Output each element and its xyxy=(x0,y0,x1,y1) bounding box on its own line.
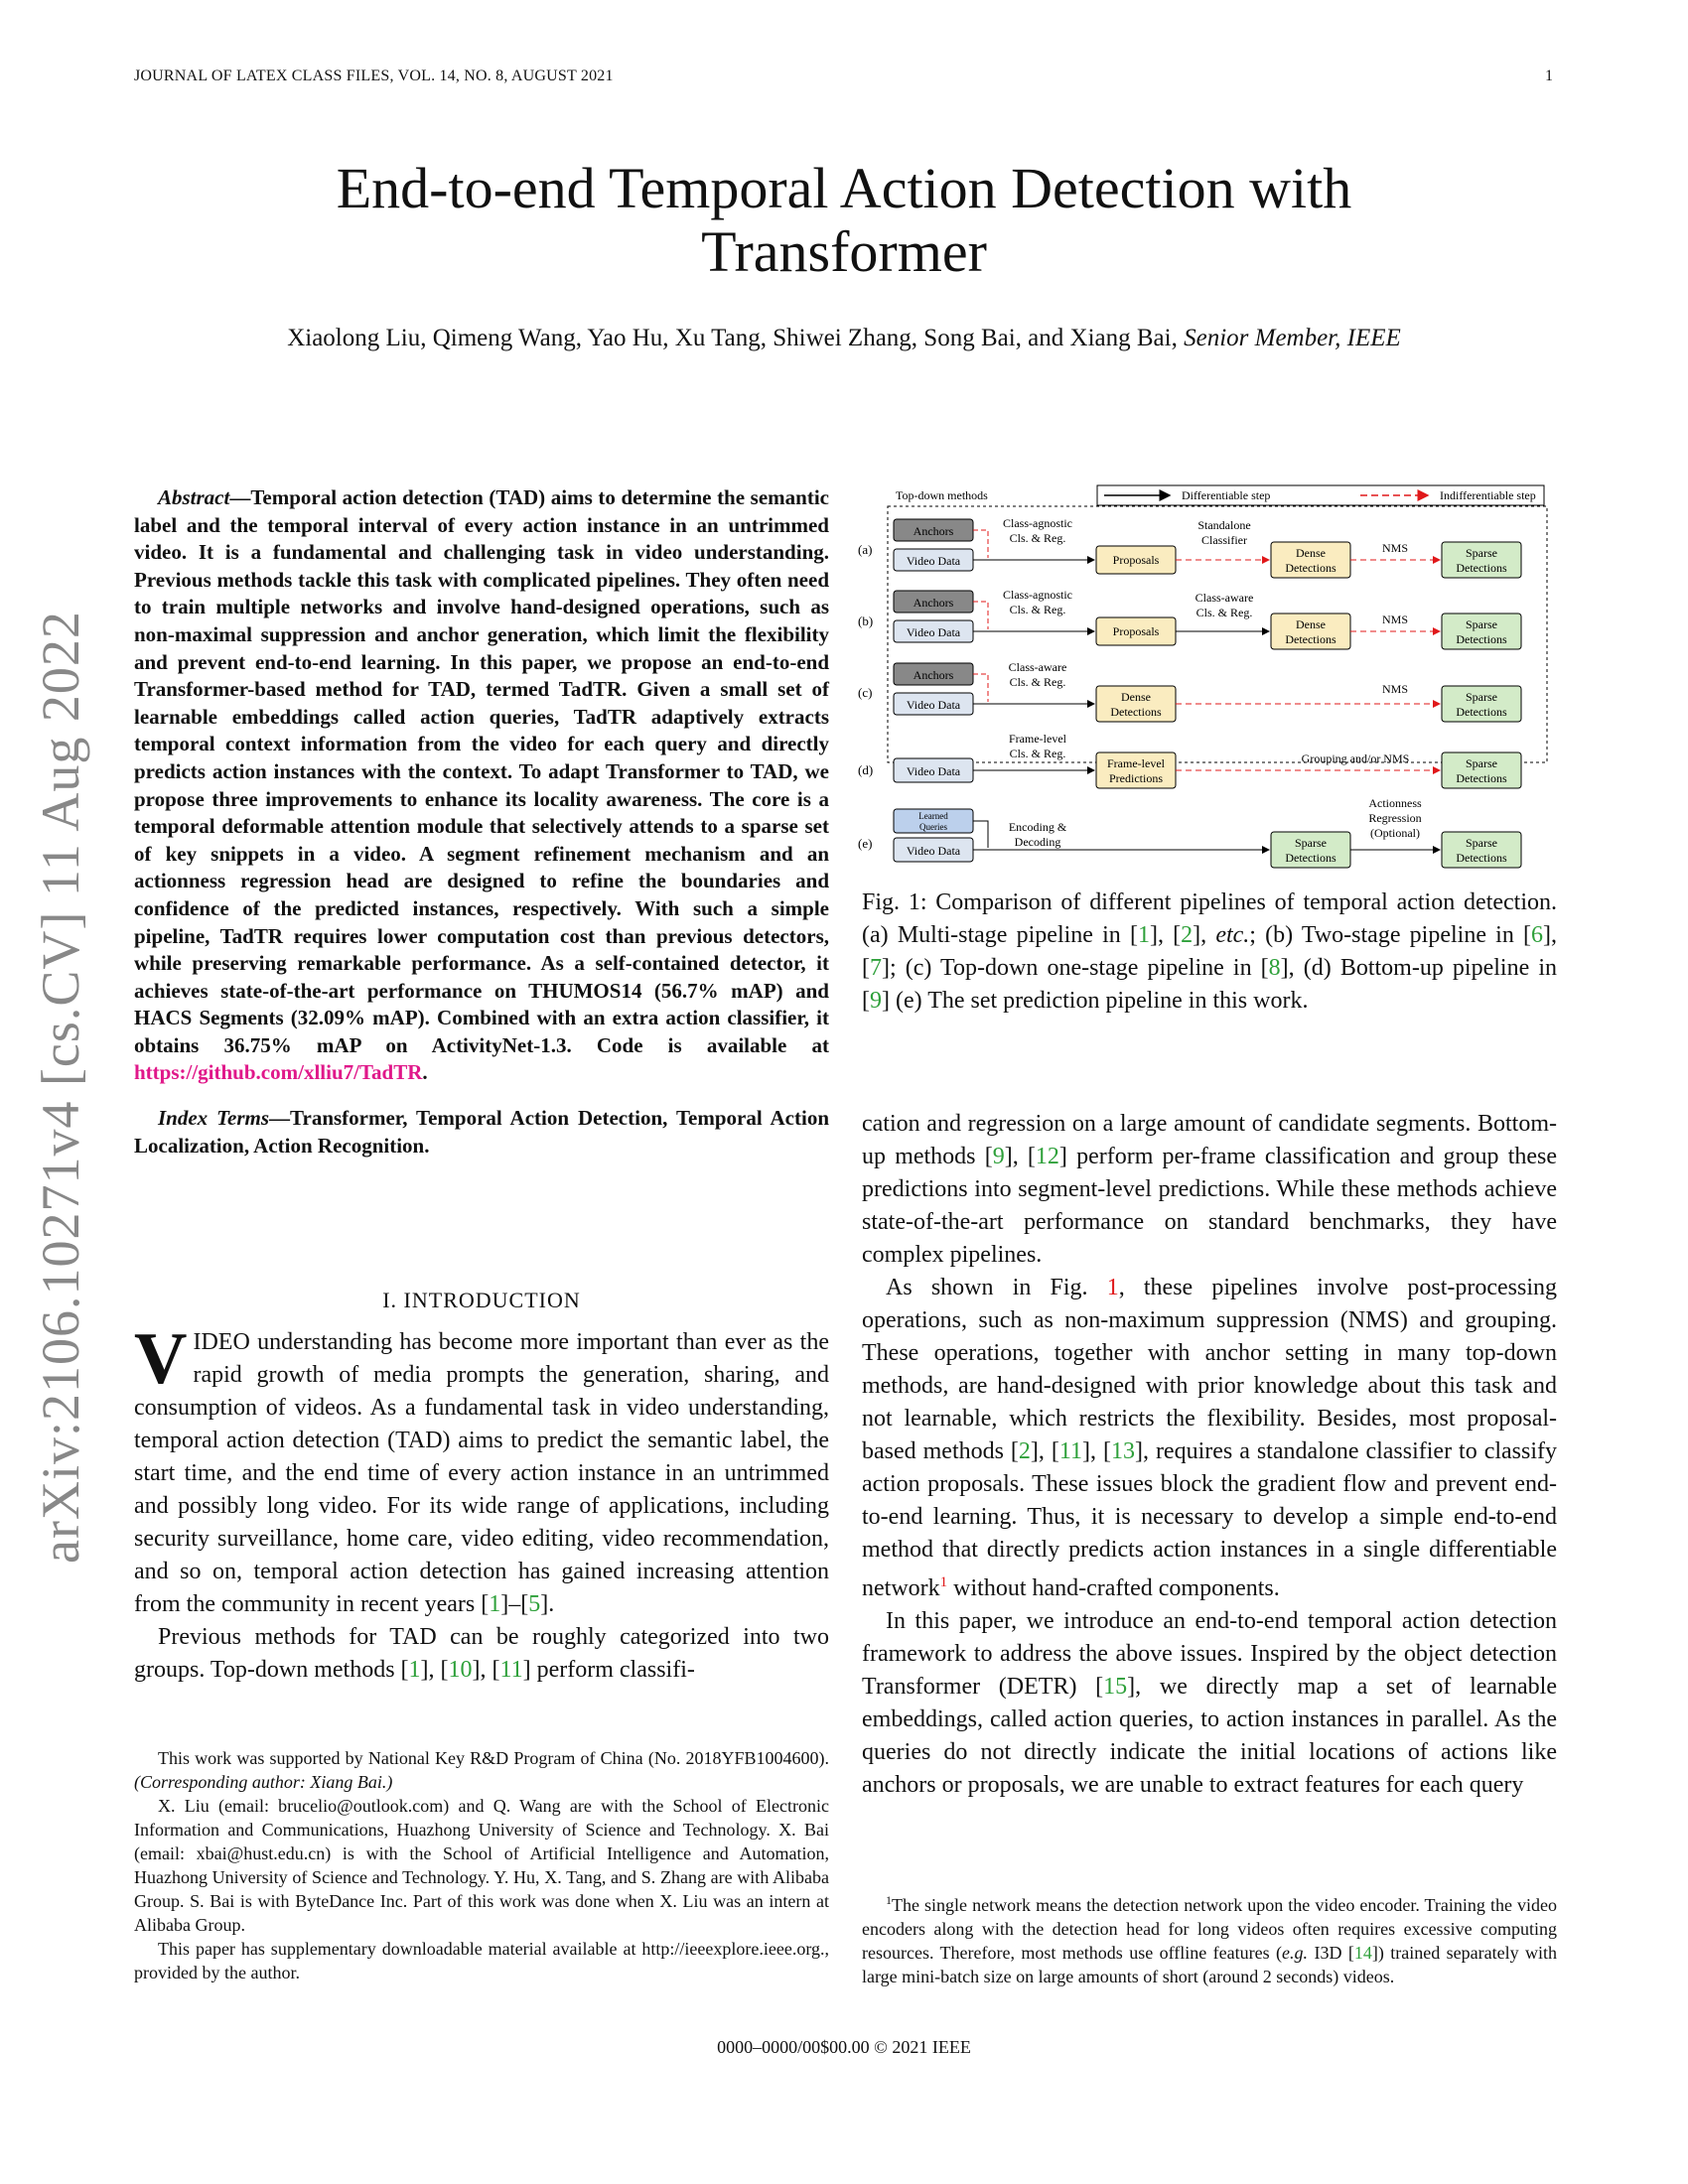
class-aware-label: Class-aware xyxy=(1008,660,1067,674)
queries-text: Queries xyxy=(919,822,947,832)
author-role: Senior Member, IEEE xyxy=(1184,325,1401,351)
detections-text: Detections xyxy=(1456,851,1507,865)
intro-p2-end: ] perform classifi- xyxy=(522,1657,695,1683)
caption-text: ], xyxy=(1193,922,1216,948)
index-terms-label: Index Terms xyxy=(158,1106,270,1131)
abstract xyxy=(134,484,829,1160)
sep: ], [ xyxy=(1030,1438,1059,1464)
learned-text: Learned xyxy=(918,811,948,821)
citation[interactable]: 12 xyxy=(1035,1144,1059,1169)
corresponding-author: (Corresponding author: Xiang Bai.) xyxy=(134,1772,393,1792)
intro-p2: Previous methods for TAD can be roughly categorized into two groups. Top-down methods [ xyxy=(134,1624,829,1683)
video-data-text: Video Data xyxy=(906,625,961,639)
regression-label: Regression xyxy=(1368,811,1422,825)
sparse-text: Sparse xyxy=(1466,617,1497,631)
dense-text: Dense xyxy=(1296,617,1326,631)
footnote-right xyxy=(862,1888,1557,1988)
copyright: 0000–0000/00$00.00 © 2021 IEEE xyxy=(717,2037,971,2057)
video-data-text: Video Data xyxy=(906,764,961,778)
row-e-label: (e) xyxy=(858,836,873,851)
body-text: without hand-crafted components. xyxy=(947,1575,1280,1601)
cls-reg-label: Cls. & Reg. xyxy=(1009,747,1066,760)
class-agnostic-label: Class-agnostic xyxy=(1003,516,1072,530)
footnote-ref[interactable]: 1 xyxy=(939,1574,948,1590)
video-data-text: Video Data xyxy=(906,698,961,712)
body-text: ] perform per-frame classification and group these predictions into segment-level predictions. While these methods achieve state-of-the-art performance on standard benchmarks, they have complex pipelines. xyxy=(862,1144,1558,1268)
nms-label: NMS xyxy=(1381,613,1409,626)
detections-text: Detections xyxy=(1456,771,1507,785)
sparse-text: Sparse xyxy=(1466,836,1497,850)
dense-text: Dense xyxy=(1121,690,1151,704)
frame-level-label: Frame-level xyxy=(1009,732,1066,746)
body-text: cation and regression on a large amount of candidate segments. Bottom-up methods [ xyxy=(862,1111,1557,1169)
proposals-text: Proposals xyxy=(1112,553,1160,567)
dropcap: V xyxy=(134,1318,188,1400)
optional-label: (Optional) xyxy=(1370,826,1420,840)
anchors-text: Anchors xyxy=(913,668,954,682)
cls-reg-label: Cls. & Reg. xyxy=(1196,606,1253,619)
anchor-arrow xyxy=(973,674,988,702)
citation[interactable]: 5 xyxy=(528,1591,541,1617)
cls-reg-label: Cls. & Reg. xyxy=(1009,603,1066,616)
citation[interactable]: 9 xyxy=(870,988,882,1014)
encoding-label: Encoding & xyxy=(1008,820,1067,834)
caption-text: Fig. 1: Comparison of different pipelines of temporal action detection. (a) Multi-stage pipeline in [ xyxy=(862,889,1557,948)
abstract-text: —Temporal action detection (TAD) aims to determine the semantic label and the temporal interval of every action instance in an untrimmed video. It is a fundamental and challenging task in video understanding. Previous methods tackle this task with complicated pipelines. They often need to train multiple networks and involve hand-designed operations, such as non-maximal suppression and anchor generation, which limit the flexibility and prevent end-to-end learning. In this paper, we propose an end-to-end Transformer-based method for TAD, termed TadTR. Given a small set of learnable embeddings called action queries, TadTR adaptively extracts temporal context information from the video for each query and directly predicts action instances with the context. To adapt Transformer to TAD, we propose three improvements to enhance its locality awareness. The core is a temporal deformable attention module that selectively attends to a sparse set of key snippets in a video. A segment refinement mechanism and an actionness regression head are designed to refine the boundaries and confidence of the predicted instances, respectively. With such a simple pipeline, TadTR requires lower computation cost than previous detectors, while preserving remarkable performance. As a self-contained detector, it achieves state-of-the-art performance on THUMOS14 (56.7% mAP) and HACS Segments (32.09% mAP). Combined with an extra action classifier, it obtains 36.75% mAP on ActivityNet-1.3. Code is available at xyxy=(134,485,829,1057)
classifier-label: Classifier xyxy=(1201,533,1247,547)
abstract-period: . xyxy=(422,1060,428,1085)
video-data-text: Video Data xyxy=(906,554,961,568)
anchors-text: Anchors xyxy=(913,524,954,538)
figure-caption xyxy=(862,887,1557,1018)
sparse-text: Sparse xyxy=(1295,836,1327,850)
citation[interactable]: 13 xyxy=(1110,1438,1135,1464)
right-column-text xyxy=(862,1108,1557,1802)
video-data-text: Video Data xyxy=(906,844,961,858)
citation[interactable]: 11 xyxy=(1058,1438,1082,1464)
nms-label: NMS xyxy=(1381,682,1409,696)
citation[interactable]: 1 xyxy=(1137,922,1150,948)
legend-top-down: Top-down methods xyxy=(896,488,988,502)
detections-text: Detections xyxy=(1285,851,1336,865)
citation[interactable]: 9 xyxy=(992,1144,1005,1169)
body-text: ], we directly map a set of learnable embeddings, called action queries, to action instances in parallel. As the queries do not directly indicate the initial locations of actions like anchors or proposals, we are unable to extract features for each query xyxy=(862,1674,1558,1798)
title-line-2: Transformer xyxy=(701,219,987,284)
citation[interactable]: 6 xyxy=(1531,922,1543,948)
citation[interactable]: 7 xyxy=(870,955,882,981)
citation[interactable]: 15 xyxy=(1103,1674,1128,1700)
abstract-label: Abstract xyxy=(158,485,230,509)
authors: Xiaolong Liu, Qimeng Wang, Yao Hu, Xu Tang, Shiwei Zhang, Song Bai, and Xiang Bai, xyxy=(287,325,1178,351)
anchor-arrow xyxy=(973,530,988,558)
code-link[interactable]: https://github.com/xlliu7/TadTR xyxy=(134,1060,423,1085)
caption-text: ] (e) The set prediction pipeline in this work. xyxy=(882,988,1309,1014)
intro-p1: IDEO understanding has become more important than ever as the rapid growth of media prompts the generation, sharing, and consumption of videos. As a fundamental task in video understanding, temporal action detection (TAD) aims to predict the semantic label, the start time, and the end time of every action instance in an untrimmed and possibly long video. For its wide range of applications, including security surveillance, home care, video editing, video recommendation, and so on, temporal action detection has gained increasing attention from the community in recent years [ xyxy=(134,1329,829,1617)
sparse-text: Sparse xyxy=(1466,756,1497,770)
row-b-label: (b) xyxy=(858,614,874,628)
legend-indiff: Indifferentiable step xyxy=(1440,488,1536,502)
caption-text: ], (d) Bottom-up pipeline in [ xyxy=(862,955,1557,1014)
proposals-text: Proposals xyxy=(1112,624,1160,638)
actionness-label: Actionness xyxy=(1368,796,1422,810)
intro-p1-end: ]. xyxy=(540,1591,555,1617)
page-number: 1 xyxy=(1545,68,1553,84)
cls-reg-label: Cls. & Reg. xyxy=(1009,531,1066,545)
sparse-text: Sparse xyxy=(1466,546,1497,560)
detections-text: Detections xyxy=(1285,632,1336,646)
sep: ], [ xyxy=(1149,922,1182,948)
paper-title xyxy=(149,157,1539,284)
standalone-label: Standalone xyxy=(1197,518,1251,532)
dense-text: Dense xyxy=(1296,546,1326,560)
footnote-text: The single network means the detection network upon the video encoder. Training the video encoders along with the detection head for long videos often requires excessive computing resources. Therefore, most methods use offline features ( xyxy=(862,1895,1557,1963)
body-text: In this paper, we introduce an end-to-end temporal action detection framework to address the above issues. Inspired by the object detection Transformer (DETR) [ xyxy=(862,1608,1557,1700)
citation[interactable]: 2 xyxy=(1018,1438,1031,1464)
arxiv-stamp: arXiv:2106.10271v4 [cs.CV] 11 Aug 2022 xyxy=(31,611,90,1564)
legend-diff: Differentiable step xyxy=(1182,488,1271,502)
footnote-text: I3D [ xyxy=(1308,1943,1354,1963)
figure-1 xyxy=(844,475,1559,880)
sparse-text: Sparse xyxy=(1466,690,1497,704)
row-c-label: (c) xyxy=(858,685,873,700)
anchor-arrow xyxy=(973,602,988,629)
sep: ], [ xyxy=(420,1657,449,1683)
detections-text: Detections xyxy=(1110,705,1162,719)
body-text: As shown in Fig. xyxy=(886,1275,1107,1300)
detections-text: Detections xyxy=(1456,561,1507,575)
nms-label: NMS xyxy=(1381,541,1409,555)
footnote-text: ]) trained separately with large mini-batch size on large amounts of short (around 2 seconds) videos. xyxy=(862,1943,1557,1986)
funding-note: This work was supported by National Key R&D Program of China (No. 2018YFB1004600). xyxy=(158,1748,829,1768)
caption-text: ]; (c) Top-down one-stage pipeline in [ xyxy=(882,955,1269,981)
sep: ], [ xyxy=(862,922,1557,981)
detections-text: Detections xyxy=(1456,705,1507,719)
citation[interactable]: 11 xyxy=(499,1657,523,1683)
citation[interactable]: 2 xyxy=(1181,922,1194,948)
sep: ]–[ xyxy=(500,1591,529,1617)
section-title: I. INTRODUCTION xyxy=(382,1288,581,1312)
supplementary-note: This paper has supplementary downloadable material available at http://ieeexplore.ieee.org., provided by the author. xyxy=(134,1939,829,1982)
cls-reg-label: Cls. & Reg. xyxy=(1009,675,1066,689)
query-arrow xyxy=(973,821,988,848)
class-agnostic-label: Class-agnostic xyxy=(1003,588,1072,602)
intro-text xyxy=(134,1318,829,1687)
row-d-label: (d) xyxy=(858,762,874,777)
row-a-label: (a) xyxy=(858,542,873,557)
sep: ], [ xyxy=(1082,1438,1111,1464)
index-terms-text: —Transformer, Temporal Action Detection, Temporal Action Localization, Action Recognition. xyxy=(134,1106,829,1158)
caption-text: ; (b) Two-stage pipeline in [ xyxy=(1249,922,1531,948)
grouping-label: Grouping and/or NMS xyxy=(1301,751,1410,765)
affiliation-note: X. Liu (email: brucelio@outlook.com) and Q. Wang are with the School of Electronic Information and Communications, Huazhong University of Science and Technology. X. Bai (email: xbai@hust.edu.cn) is with the School of Artificial Intelligence and Automation, Huazhong University of Science and Technology. Y. Hu, X. Tang, and S. Zhang are with Alibaba Group. S. Bai is with ByteDance Inc. Part of this work was done when X. Liu was an intern at Alibaba Group. xyxy=(134,1796,829,1935)
title-line-1: End-to-end Temporal Action Detection with xyxy=(336,156,1352,220)
class-aware-label: Class-aware xyxy=(1195,591,1254,605)
caption-etc: etc. xyxy=(1215,922,1250,948)
detections-text: Detections xyxy=(1456,632,1507,646)
footnotes-left xyxy=(134,1746,829,1984)
sep: ], [ xyxy=(472,1657,500,1683)
detections-text: Detections xyxy=(1285,561,1336,575)
citation[interactable]: 8 xyxy=(1268,955,1281,981)
predictions-text: Predictions xyxy=(1109,771,1163,785)
footnote-mark: 1 xyxy=(886,1893,892,1907)
citation[interactable]: 1 xyxy=(408,1657,421,1683)
decoding-label: Decoding xyxy=(1014,835,1061,849)
citation[interactable]: 14 xyxy=(1353,1943,1372,1963)
author-list xyxy=(109,325,1579,352)
footnote-eg: e.g. xyxy=(1282,1943,1309,1963)
citation[interactable]: 1 xyxy=(489,1591,501,1617)
running-head: JOURNAL OF LATEX CLASS FILES, VOL. 14, NO. 8, AUGUST 2021 xyxy=(134,68,614,84)
body-text: , these pipelines involve post-processing operations, such as non-maximum suppression (NMS) and grouping. These operations, together with anchor setting in many top-down methods, are hand-designed with prior knowledge about this task and not learnable, which restricts the flexibility. Besides, most proposal-based methods [ xyxy=(862,1275,1557,1464)
frame-level-text: Frame-level xyxy=(1107,756,1165,770)
sep: ], [ xyxy=(1004,1144,1036,1169)
figure-ref[interactable]: 1 xyxy=(1106,1275,1119,1300)
body-text: ], requires a standalone classifier to classify action proposals. These issues block the gradient flow and prevent end-to-end learning. Thus, it is necessary to develop a simple end-to-end method that directly predicts action instances in a single differentiable network xyxy=(862,1438,1558,1601)
anchors-text: Anchors xyxy=(913,596,954,610)
citation[interactable]: 10 xyxy=(448,1657,473,1683)
